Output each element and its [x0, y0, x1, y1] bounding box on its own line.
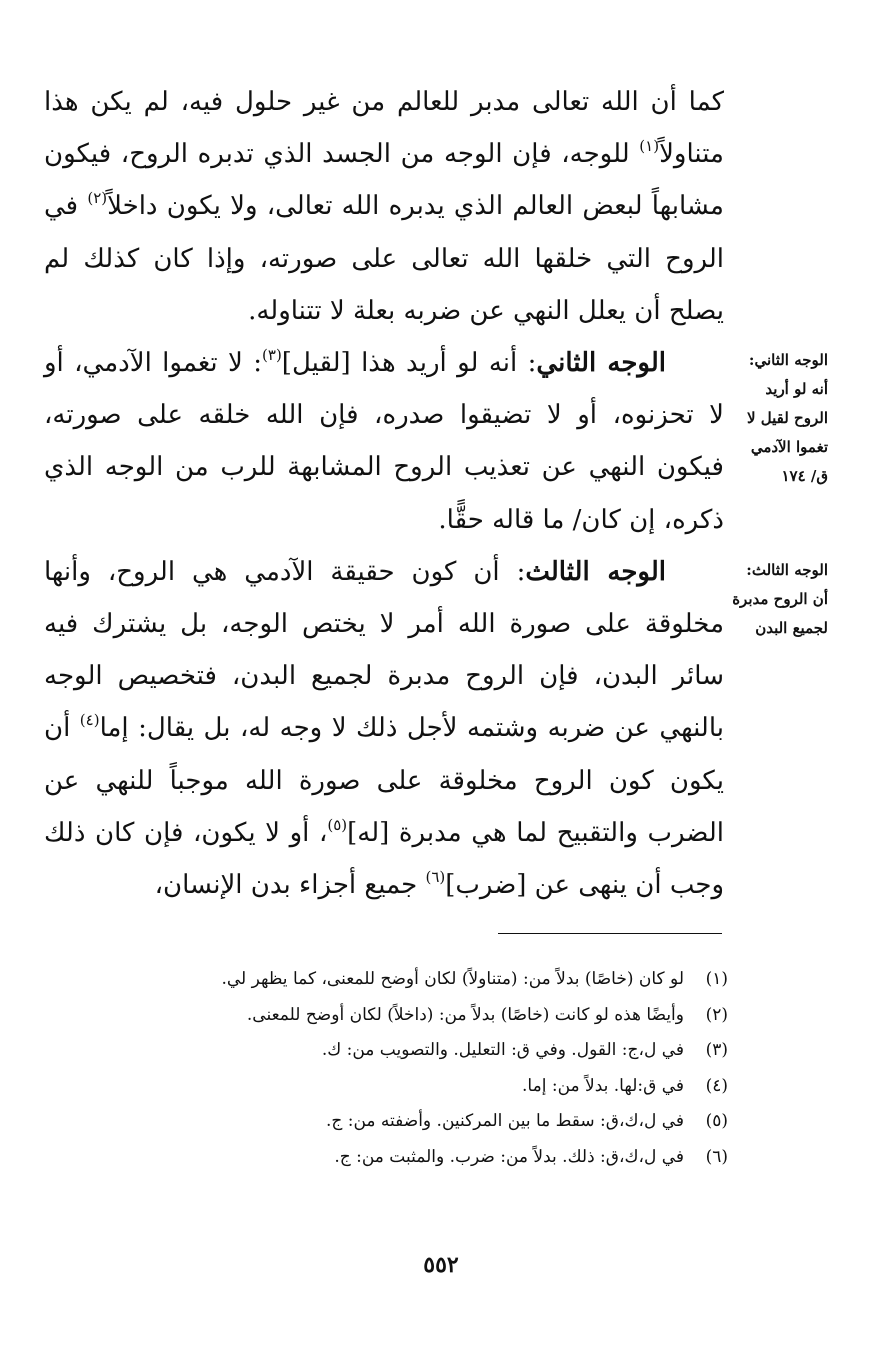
footnote-number: (٣)	[705, 1040, 728, 1060]
footnote-item	[150, 1069, 728, 1105]
footnote-number: (١)	[705, 969, 728, 989]
footnote-ref-6[interactable]: (٦)	[425, 868, 446, 887]
margin-note-2-text: الوجه الثالث: أن الروح مدبرة لجميع البدن	[732, 561, 828, 637]
footnote-item	[150, 1033, 728, 1069]
footnote-number: (٤)	[705, 1075, 728, 1096]
footnote-text: في ل،ج: القول. وفي ق: التعليل. والتصويب من: ك.	[321, 1040, 684, 1060]
margin-note-1-text: الوجه الثاني: أنه لو أريد الروح لقيل لا تغموا الآدمي	[747, 351, 828, 456]
paragraph-3-text-c: ، أو لا يكون، فإن كان ذلك وجب أن ينهى عن [ضرب]	[44, 817, 724, 901]
paragraph-3	[44, 546, 724, 911]
paragraph-2-text-b: : لا تغموا الآدمي، أو لا تحزنوه، أو لا تضيقوا صدره، فإن الله خلقه على صورته، فيكون النهي عن تعذيب الروح المشابهة للرب من الوجه الذي ذكره، إن كان/ ما قاله حقًّا.	[44, 348, 724, 535]
footnote-text: وأيضًا هذه لو كانت (خاصًا) بدلاً من: (داخلاً) لكان أوضح للمعنى.	[246, 1004, 684, 1025]
footnote-item	[150, 1104, 728, 1140]
paragraph-3-heading: الوجه الثالث	[525, 556, 666, 587]
paragraph-3-text-b: أن يكون كون الروح مخلوقة على صورة الله موجباً للنهي عن الضرب والتقبيح لما هي مدبرة [له]	[44, 713, 724, 848]
footnote-number: (٥)	[705, 1111, 728, 1131]
footnote-text: في ل،ك،ق: ذلك. بدلاً من: ضرب. والمثبت من: ج.	[334, 1146, 684, 1167]
footnote-ref-5[interactable]: (٥)	[327, 815, 348, 834]
footnote-item	[150, 1140, 728, 1176]
paragraph-2	[44, 337, 724, 546]
margin-note-1	[732, 346, 828, 491]
footnote-separator	[498, 933, 722, 934]
paragraph-3-text-d: جميع أجزاء بدن الإنسان،	[154, 870, 426, 901]
footnote-ref-2[interactable]: (٢)	[87, 189, 108, 208]
paragraph-1-text-b: للوجه، فإن الوجه من الجسد الذي تدبره الروح، فيكون مشابهاً لبعض العالم الذي يدبره الله تعالى، ولا يكون داخلاً	[44, 139, 724, 222]
footnote-item	[150, 962, 728, 998]
paragraph-1-text-c: في الروح التي خلقها الله تعالى على صورته، وإذا كان كذلك لم يصلح أن يعلل النهي عن ضربه بعلة لا تتناوله.	[44, 191, 724, 326]
footnote-item	[150, 998, 728, 1034]
footnote-text: في ق:لها. بدلاً من: إما.	[522, 1075, 684, 1096]
footnote-ref-4[interactable]: (٤)	[79, 711, 100, 730]
page-number: ٥٥٢	[423, 1252, 459, 1278]
margin-note-1-page-ref: ق/ ١٧٤	[781, 467, 828, 485]
main-text-block	[44, 76, 724, 911]
footnote-ref-1[interactable]: (١)	[639, 137, 660, 156]
paragraph-3-text-a: : أن كون حقيقة الآدمي هي الروح، وأنها مخلوقة على صورة الله أمر لا يختص الوجه، بل يشترك فيه سائر البدن، فإن الروح مدبرة لجميع البدن، فتخصيص الوجه بالنهي عن ضربه وشتمه لأجل ذلك لا وجه له، بل يقال: إما	[44, 556, 724, 744]
paragraph-1	[44, 76, 724, 337]
footnote-number: (٦)	[705, 1146, 728, 1167]
footnotes-list	[150, 962, 728, 1175]
paragraph-1-text-a: كما أن الله تعالى مدبر للعالم من غير حلول فيه، لم يكن هذا متناولاً	[44, 87, 724, 170]
footnote-text: لو كان (خاصًا) بدلاً من: (متناولاً) لكان أوضح للمعنى، كما يظهر لي.	[221, 969, 684, 989]
footnote-number: (٢)	[705, 1004, 728, 1025]
footnote-text: في ل،ك،ق: سقط ما بين المركنين. وأضفته من: ج.	[325, 1111, 684, 1131]
footnote-ref-3[interactable]: (٣)	[262, 346, 282, 365]
margin-note-2	[732, 556, 828, 643]
paragraph-2-text-a: : أنه لو أريد هذا [لقيل]	[281, 348, 537, 379]
paragraph-2-heading: الوجه الثاني	[536, 348, 666, 379]
